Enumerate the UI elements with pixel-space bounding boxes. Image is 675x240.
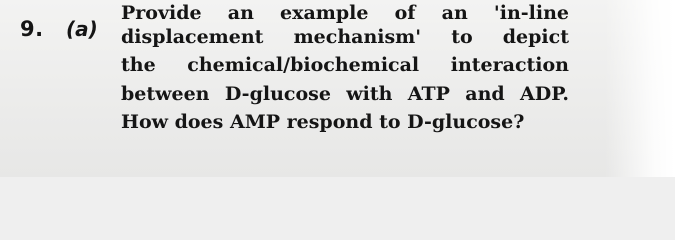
question-text-line-2: displacement mechanism' to depict bbox=[121, 26, 569, 48]
question-text-line-4: between D-glucose with ATP and ADP. bbox=[121, 83, 569, 105]
question-number: 9. bbox=[20, 17, 44, 41]
question-text-line-3: the chemical/biochemical interaction bbox=[121, 54, 569, 76]
page-edge bbox=[605, 0, 675, 177]
question-text-line-1: Provide an example of an 'in-line bbox=[121, 2, 569, 24]
question-part-label: (a) bbox=[66, 17, 98, 41]
question-text-line-5: How does AMP respond to D-glucose? bbox=[121, 111, 525, 133]
